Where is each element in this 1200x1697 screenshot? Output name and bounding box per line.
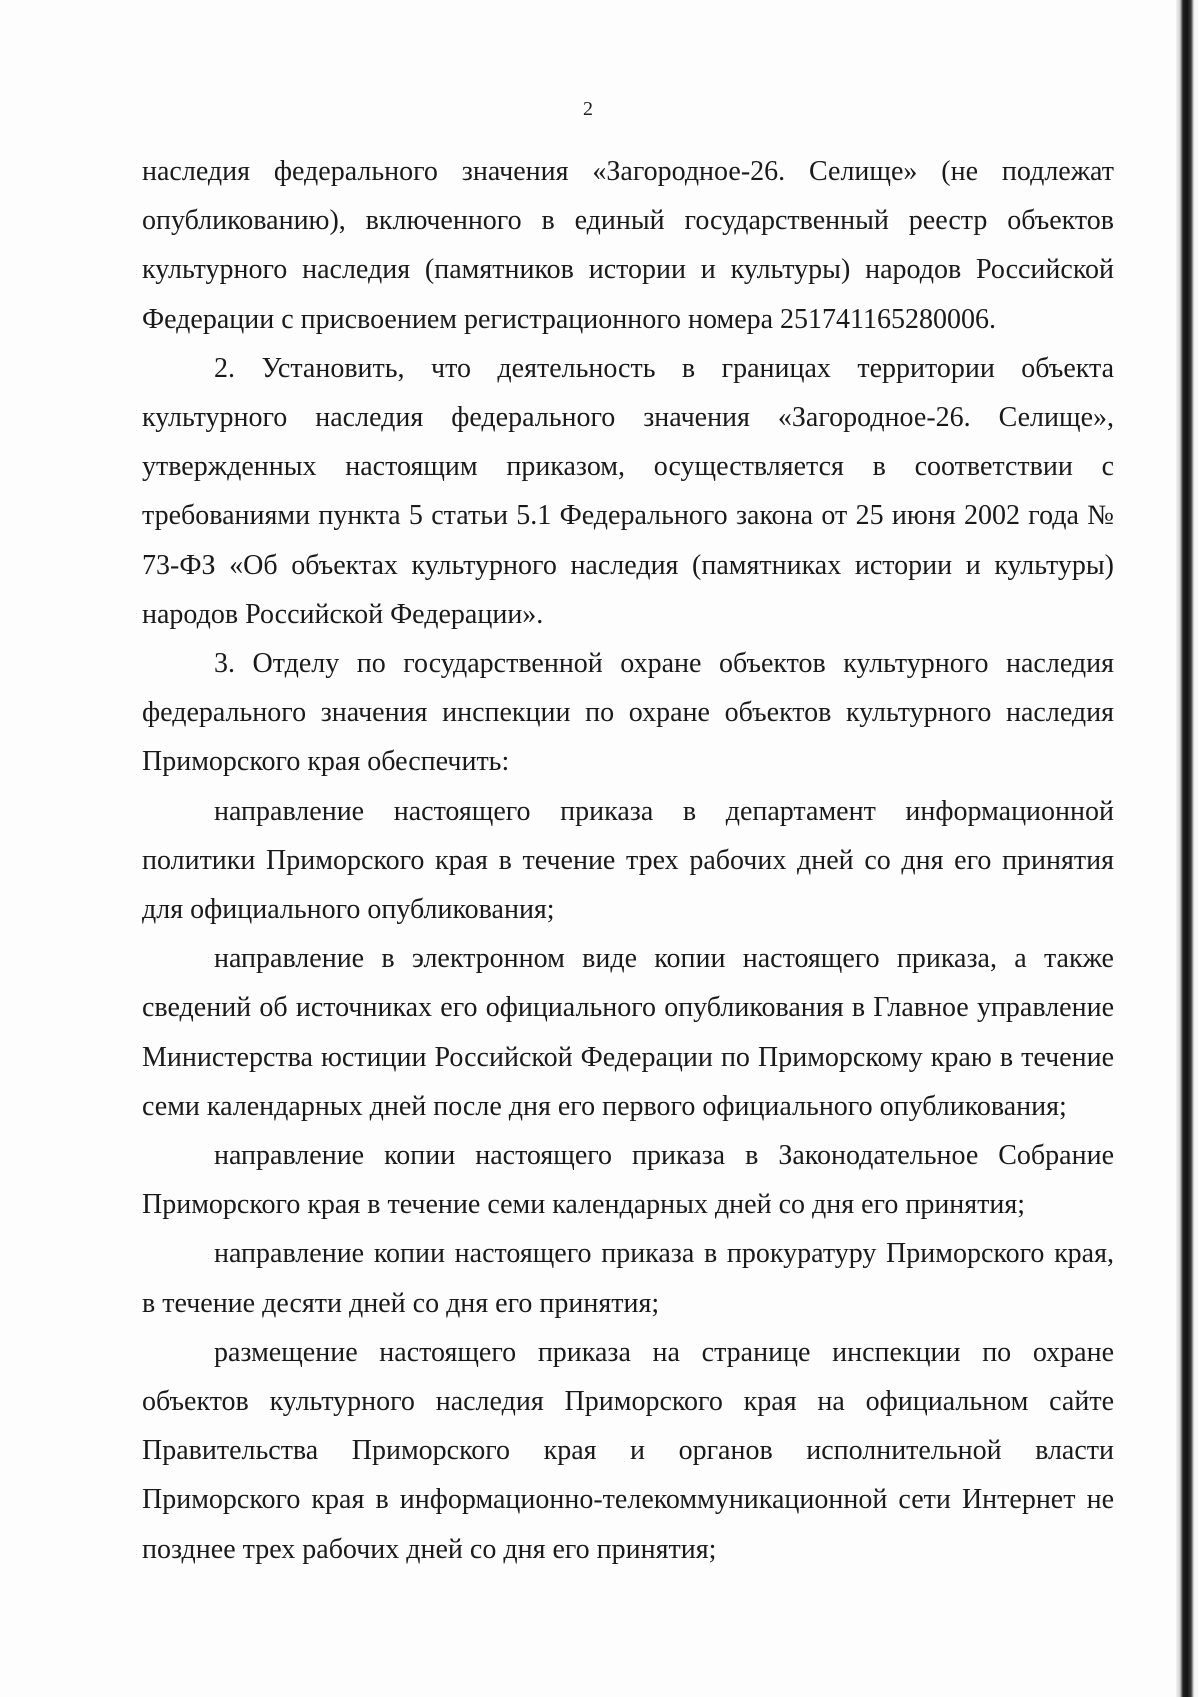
paragraph-subitem-website: размещение настоящего приказа на странице инспекции по охране объектов культурного наследия Приморского края на официальном сайте Правительства Приморского края и органов исполнительной власти Приморского края в информационно-телекоммуникационной сети Интернет не позднее трех рабочих дней со дня его принятия; xyxy=(142,1336,1114,1565)
paragraph-subitem-justice-ministry: направление в электронном виде копии настоящего приказа, а также сведений об источниках его официального опубликования в Главное управление Министерства юстиции Российской Федерации по Приморскому краю в течение семи календарных дней после дня его первого официального опубликования; xyxy=(142,943,1114,1122)
paragraph-subitem-legislative-assembly: направление копии настоящего приказа в Законодательное Собрание Приморского края в течение семи календарных дней со дня его принятия; xyxy=(142,1140,1114,1221)
document-body xyxy=(142,147,1114,1574)
scan-border xyxy=(1176,0,1200,1697)
paragraph-continuation: наследия федерального значения «Загородное-26. Селище» (не подлежат опубликованию), включенного в единый государственный реестр объектов культурного наследия (памятников истории и культуры) народов Российской Федерации с присвоением регистрационного номера 251741165280006. xyxy=(142,156,1114,335)
page-number: 2 xyxy=(583,98,593,120)
paragraph-subitem-info-policy: направление настоящего приказа в департамент информационной политики Приморского края в течение трех рабочих дней со дня его принятия для официального опубликования; xyxy=(142,795,1114,926)
paragraph-item-2: 2. Установить, что деятельность в границах территории объекта культурного наследия федерального значения «Загородное-26. Селище», утвержденных настоящим приказом, осуществляется в соответствии с требованиями пункта 5 статьи 5.1 Федерального закона от 25 июня 2002 года № 73-ФЗ «Об объектах культурного наследия (памятниках истории и культуры) народов Российской Федерации». xyxy=(142,352,1114,630)
paragraph-item-3: 3. Отделу по государственной охране объектов культурного наследия федерального значения инспекции по охране объектов культурного наследия Приморского края обеспечить: xyxy=(142,648,1114,778)
paragraph-subitem-prosecutor: направление копии настоящего приказа в прокуратуру Приморского края, в течение десяти дней со дня его принятия; xyxy=(142,1238,1114,1319)
